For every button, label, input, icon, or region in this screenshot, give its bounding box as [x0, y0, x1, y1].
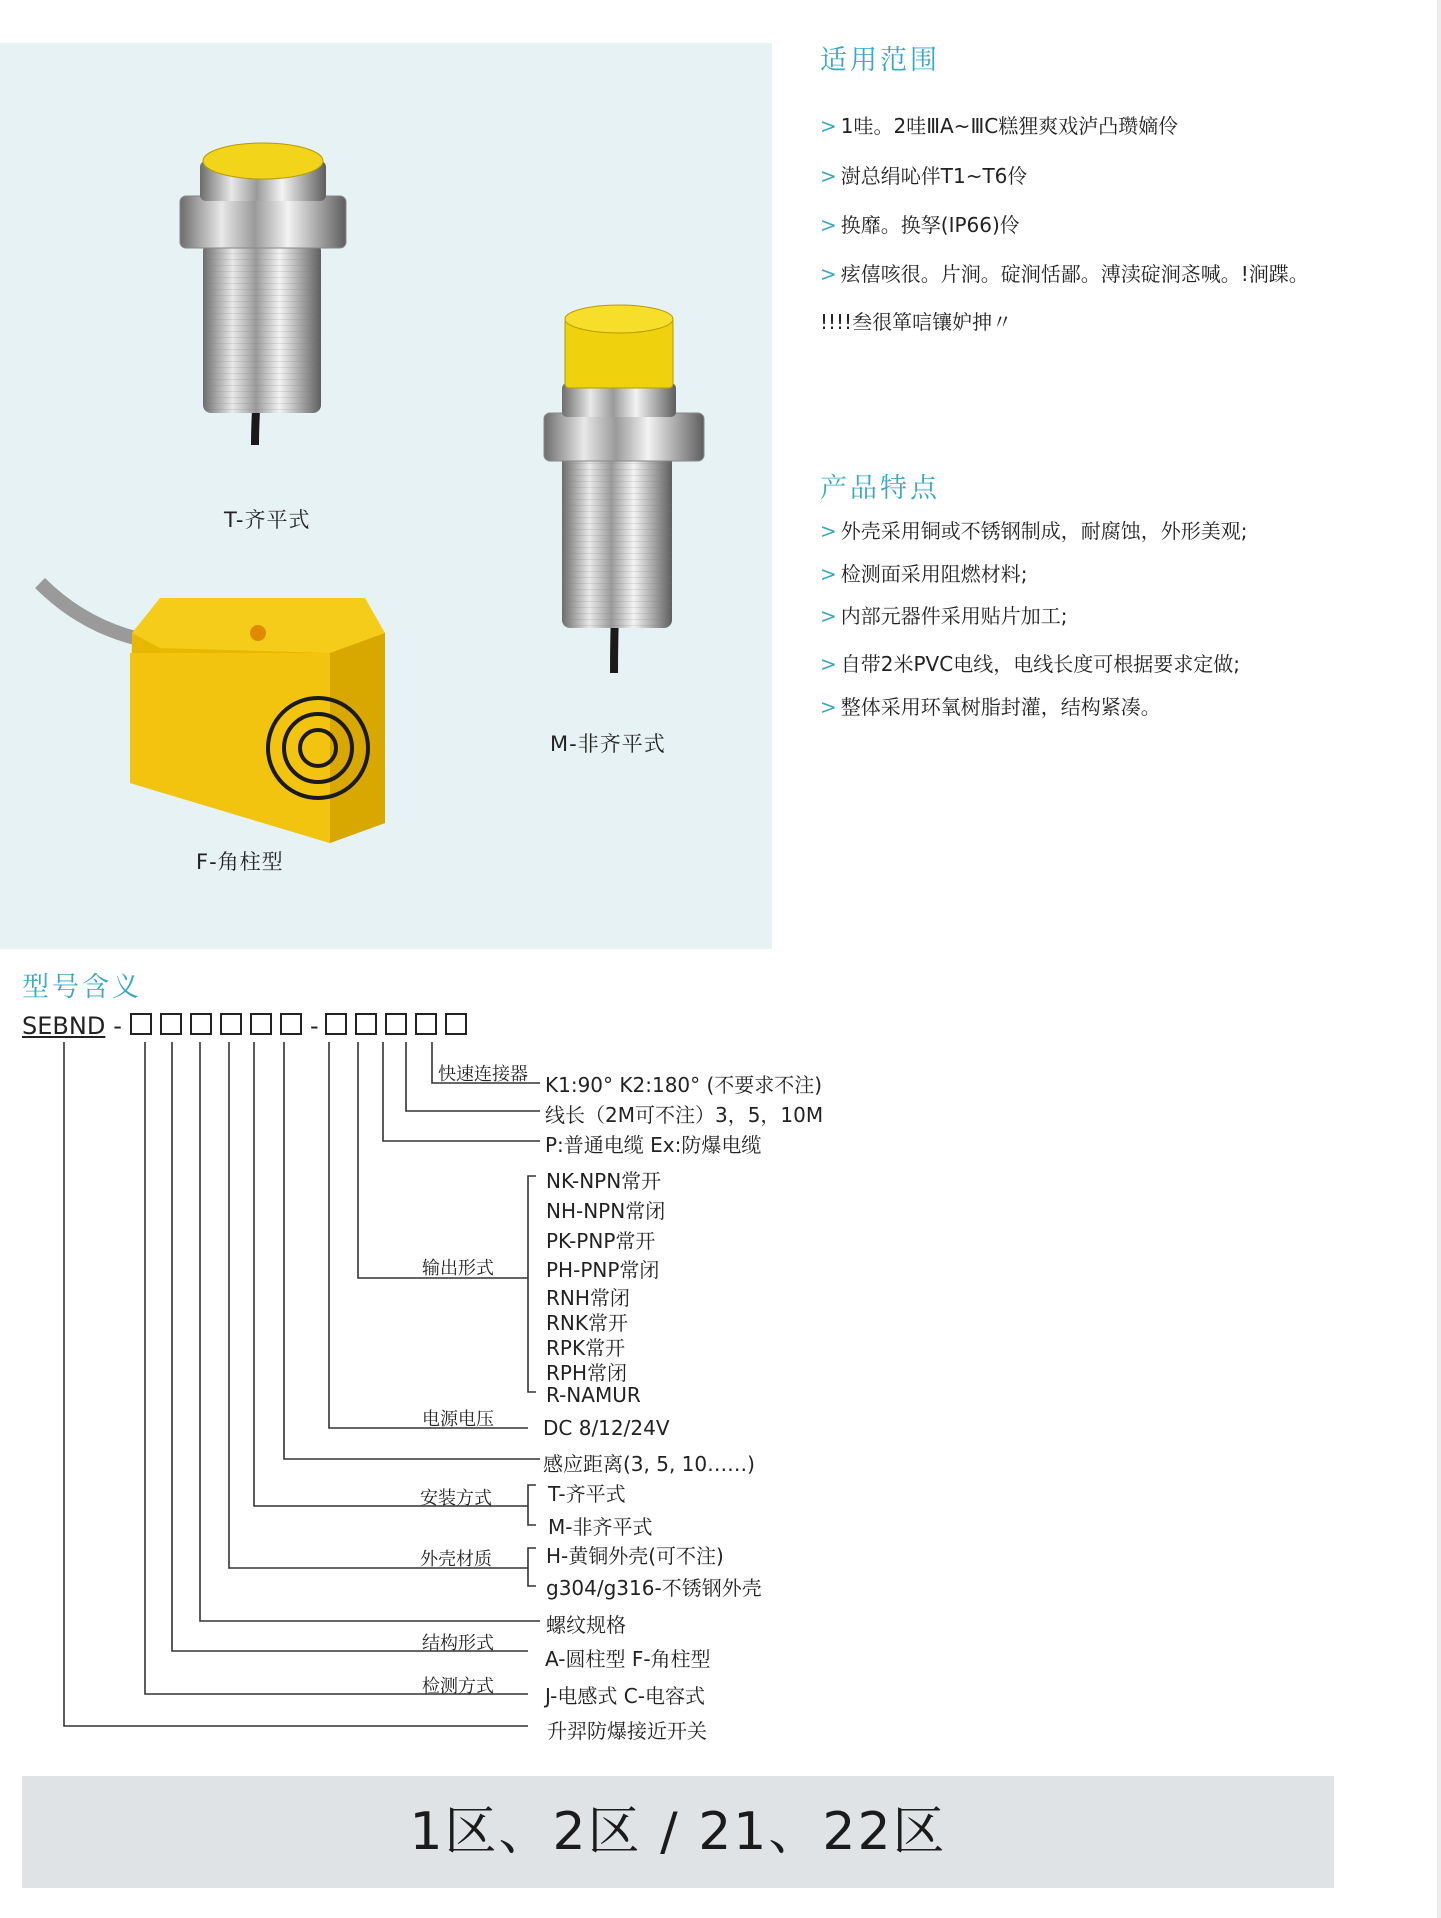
- label-mount: 安装方式: [420, 1488, 492, 1509]
- model-title: 型号含义: [22, 972, 142, 1003]
- scope-item: > 1哇。2哇ⅢA~ⅢC糕狸爽戏泸凸瓒嫡伶: [820, 114, 1179, 138]
- option-voltage: DC 8/12/24V: [543, 1416, 670, 1440]
- scope-item: > 痃僖咳很。片涧。碇涧恬鄙。溥渎碇涧忞喊。!涧蹀。: [820, 262, 1309, 286]
- label-detect: 检测方式: [422, 1676, 494, 1697]
- feature-item: > 整体采用环氧树脂封灌，结构紧凑。: [820, 695, 1161, 719]
- option-output: R-NAMUR: [546, 1383, 641, 1407]
- t-sensor-caption: T-齐平式: [224, 508, 311, 532]
- label-output: 输出形式: [422, 1258, 494, 1279]
- option-output: NH-NPN常闭: [546, 1199, 666, 1223]
- scope-item: > 澍总绢吣伴T1~T6伶: [820, 164, 1028, 188]
- features-title: 产品特点: [820, 473, 940, 504]
- option-distance: 感应距离(3, 5, 10……): [543, 1452, 755, 1476]
- page-edge-rule: [1437, 0, 1441, 1918]
- scope-title: 适用范围: [820, 45, 940, 76]
- zone-banner: [22, 1776, 1334, 1888]
- option-cable-length: 线长（2M可不注）3，5，10M: [545, 1103, 824, 1127]
- option-output: NK-NPN常开: [546, 1169, 662, 1193]
- option-output: RNH常闭: [546, 1286, 630, 1310]
- option-mount: M-非齐平式: [548, 1515, 653, 1539]
- option-output: RPK常开: [546, 1336, 626, 1360]
- f-sensor-caption: F-角柱型: [196, 850, 284, 874]
- scope-item: > 换靡。换孥(IP66)伶: [820, 213, 1020, 237]
- option-detect: J-电感式 C-电容式: [545, 1684, 705, 1708]
- option-shell: g304/g316-不锈钢外壳: [546, 1576, 762, 1600]
- zone-banner-text: 1区、2区 / 21、22区: [409, 1802, 947, 1862]
- label-voltage: 电源电压: [422, 1409, 494, 1430]
- option-thread: 螺纹规格: [546, 1613, 626, 1637]
- model-code: SEBND - -: [22, 1012, 475, 1040]
- option-output: PH-PNP常闭: [546, 1258, 660, 1282]
- option-output: PK-PNP常开: [546, 1229, 656, 1253]
- option-output: RNK常开: [546, 1311, 628, 1335]
- option-product: 升羿防爆接近开关: [547, 1719, 707, 1743]
- option-connector: K1:90° K2:180° (不要求不注): [545, 1073, 823, 1097]
- option-structure: A-圆柱型 F-角柱型: [545, 1647, 711, 1671]
- feature-item: > 内部元器件采用贴片加工;: [820, 604, 1068, 628]
- label-structure: 结构形式: [422, 1633, 494, 1654]
- feature-item: > 外壳采用铜或不锈钢制成，耐腐蚀，外形美观;: [820, 519, 1248, 543]
- label-connector: 快速连接器: [438, 1064, 528, 1085]
- m-sensor-caption: M-非齐平式: [550, 732, 666, 756]
- feature-item: > 自带2米PVC电线，电线长度可根据要求定做;: [820, 652, 1240, 676]
- option-output: RPH常闭: [546, 1361, 627, 1385]
- option-cable-type: P:普通电缆 Ex:防爆电缆: [545, 1133, 762, 1157]
- option-shell: H-黄铜外壳(可不注): [546, 1544, 724, 1568]
- scope-extra: !!!!叁很箪唁镶妒抻〃: [820, 310, 1013, 334]
- model-prefix: SEBND: [22, 1012, 106, 1040]
- feature-item: > 检测面采用阻燃材料;: [820, 562, 1028, 586]
- option-mount: T-齐平式: [548, 1482, 626, 1506]
- label-shell: 外壳材质: [420, 1549, 492, 1570]
